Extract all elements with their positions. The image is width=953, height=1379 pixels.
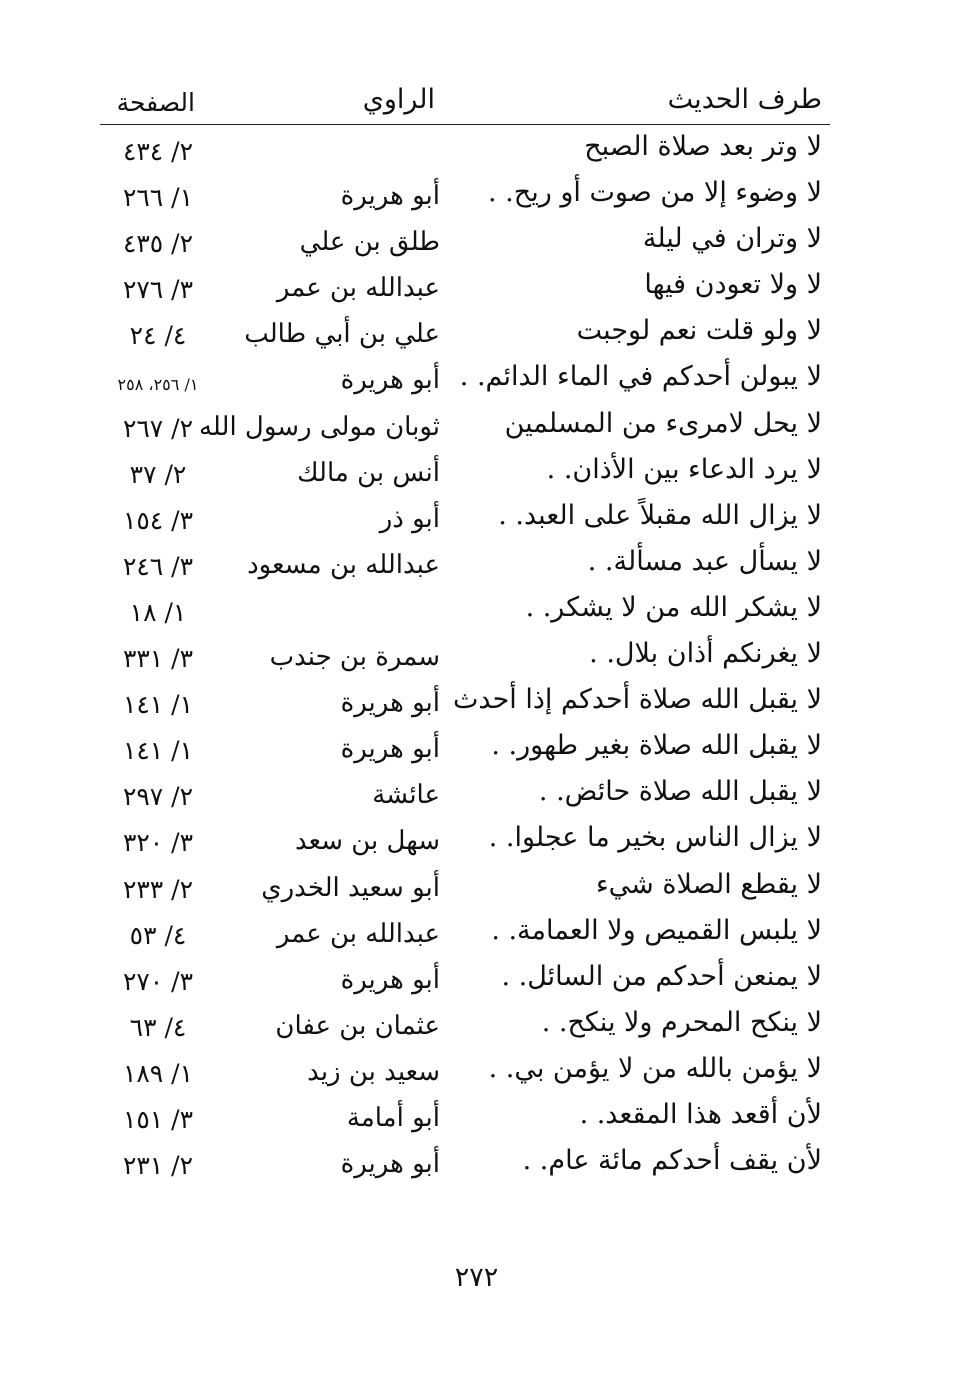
table-row [100,404,830,450]
page-number: ٢٧٢ [454,1262,499,1293]
hadith-title: لا يزال الله مقبلاً على العبد. . [498,499,822,531]
table-row [100,588,830,634]
table-row [100,127,830,173]
page-reference: ١/ ١٨ [129,597,187,627]
page-reference: ٢/ ٣٧ [129,459,187,489]
hadith-title: لا يشكر الله من لا يشكر. . [525,591,822,623]
narrator: عبدالله بن مسعود [247,549,440,580]
hadith-title: لا يقبل الله صلاة أحدكم إذا أحدث [453,684,822,716]
hadith-title: لا يلبس القميص ولا العمامة. . [491,914,822,946]
table-row [100,911,830,957]
hadith-title: لأن يقف أحدكم مائة عام. . [522,1145,822,1177]
page-reference: ١/ ٢٦٦ [122,183,194,213]
hadith-title: لا يقبل الله صلاة حائض. . [538,776,822,808]
narrator: أبو هريرة [340,964,440,995]
narrator: عائشة [372,780,440,811]
hadith-title: لا يمنعن أحدكم من السائل. . [501,960,822,992]
page-reference: ٣/ ٢٤٦ [122,551,194,581]
table-row [100,865,830,911]
table-row [100,219,830,265]
narrator: علي بن أبي طالب [244,319,440,350]
table-row [100,265,830,311]
hadith-title: لا يقطع الصلاة شيء [595,868,822,900]
page-reference: ٣/ ٣٢٠ [122,828,194,858]
hadith-title: لا ولو قلت نعم لوجبت [576,315,822,347]
hadith-title: لا يرد الدعاء بين الأذان. . [546,453,822,485]
hadith-index-table [100,127,830,1187]
narrator: أبو هريرة [340,181,440,212]
page-reference: ٣/ ٢٧٠ [122,966,194,996]
hadith-title: لا يحل لامرىء من المسلمين [504,407,822,439]
table-row [100,450,830,496]
table-row [100,680,830,726]
hadith-title: لا ولا تعودن فيها [644,269,822,301]
narrator: أنس بن مالك [297,457,440,488]
hadith-title: لا يغرنكم أذان بلال. . [589,638,822,670]
narrator: عبدالله بن عمر [276,273,440,304]
table-row [100,1003,830,1049]
narrator: أبو هريرة [340,688,440,719]
table-row [100,357,830,403]
narrator: أبو أمامة [346,1102,440,1133]
narrator: أبو هريرة [340,734,440,765]
table-row [100,542,830,588]
narrator: عثمان بن عفان [275,1010,440,1041]
narrator: سهل بن سعد [295,826,440,857]
hadith-title: لا وضوء إلا من صوت أو ريح. . [488,177,822,209]
page-reference: ٢/ ٤٣٥ [122,229,194,259]
table-row [100,818,830,864]
page-reference: ٤/ ٦٣ [129,1012,187,1042]
page-reference: ٣/ ١٥٤ [122,505,194,535]
hadith-title: لا وتران في ليلة [642,223,822,255]
table-row [100,634,830,680]
table-row [100,173,830,219]
narrator: أبو ذر [379,503,440,534]
hadith-title: لا وتر بعد صلاة الصبح [584,131,822,162]
page-reference: ٢/ ٤٣٤ [122,137,194,166]
hadith-title: لا يقبل الله صلاة بغير طهور. . [491,730,822,762]
narrator: ثوبان مولى رسول الله [198,411,440,442]
narrator: عبدالله بن عمر [276,918,440,949]
page-reference: ٢/ ٢٣١ [122,1151,194,1181]
page-reference: ٢/ ٢٩٧ [122,782,194,812]
page-reference: ٣/ ١٥١ [122,1104,194,1134]
narrator: سمرة بن جندب [269,642,440,673]
page-reference: ١/ ١٤١ [122,690,194,720]
page-reference: ١/ ٢٥٦، ٢٥٨ [117,375,199,395]
page-reference: ٢/ ٢٣٣ [122,874,194,904]
table-row [100,726,830,772]
header-hadith-title: طرف الحديث [667,84,822,115]
page-reference: ٣/ ٣٣١ [122,644,194,674]
narrator: سعيد بن زيد [307,1056,440,1087]
table-row [100,1049,830,1095]
page-reference: ٢/ ٢٦٧ [122,413,194,443]
page-reference: ١/ ١٨٩ [122,1058,194,1088]
hadith-title: لا يزال الناس بخير ما عجلوا. . [488,822,822,854]
narrator: أبو هريرة [340,365,440,396]
page-reference: ٣/ ٢٧٦ [122,275,194,305]
header-narrator: الراوي [362,84,435,115]
hadith-title: لا ينكح المحرم ولا ينكح. . [541,1006,822,1038]
table-row [100,496,830,542]
narrator: أبو هريرة [340,1149,440,1180]
narrator: أبو سعيد الخدري [261,872,440,903]
hadith-title: لا يسأل عبد مسألة. . [587,545,822,577]
table-row [100,957,830,1003]
page-reference: ١/ ١٤١ [122,736,194,766]
table-header [100,80,830,125]
table-row [100,772,830,818]
hadith-title: لا يؤمن بالله من لا يؤمن بي. . [488,1052,822,1084]
table-row [100,1095,830,1141]
hadith-title: لأن أقعد هذا المقعد. . [579,1098,822,1130]
hadith-title: لا يبولن أحدكم في الماء الدائم. . [459,361,822,393]
header-page-ref: الصفحة [116,88,195,117]
page-reference: ٤/ ٢٤ [129,321,187,351]
table-row [100,1141,830,1187]
table-row [100,311,830,357]
page-reference: ٤/ ٥٣ [129,920,187,950]
narrator: طلق بن علي [299,227,440,258]
